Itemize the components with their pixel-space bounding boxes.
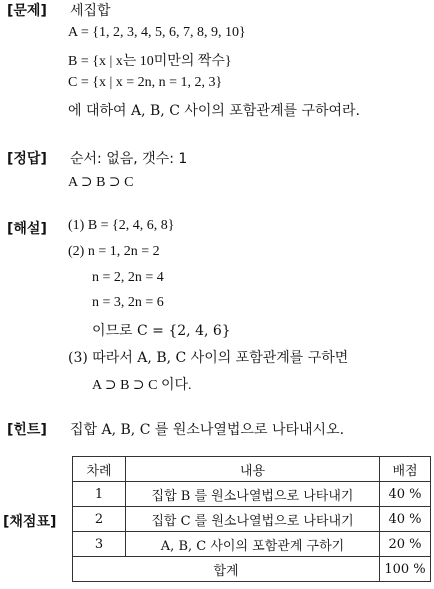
rubric-row xyxy=(73,532,431,557)
col-header-order: 차례 xyxy=(73,457,126,482)
rubric-total-points: 100 % xyxy=(380,557,431,582)
rubric-table xyxy=(72,456,431,582)
rubric-row-content: 집합 B 를 원소나열법으로 나타내기 xyxy=(126,482,380,507)
solution-step-3: (3) 따라서 A, B, C 사이의 포함관계를 구하면 xyxy=(68,350,349,366)
hint-label: [힌트] xyxy=(7,422,47,438)
rubric-row-content: A, B, C 사이의 포함관계 구하기 xyxy=(126,532,380,557)
rubric-row-points: 40 % xyxy=(380,482,431,507)
solution-step-2d: 이므로 C = {2, 4, 6} xyxy=(92,323,231,339)
solution-label: [해설] xyxy=(7,221,47,237)
solution-step-2b: n = 2, 2n = 4 xyxy=(92,270,164,285)
set-c-definition: C = {x | x = 2n, n = 1, 2, 3} xyxy=(68,75,223,90)
problem-intro: 세집합 xyxy=(70,3,111,19)
rubric-row-no: 1 xyxy=(73,482,126,507)
problem-label: [문제] xyxy=(7,3,47,19)
rubric-row-points: 40 % xyxy=(380,507,431,532)
solution-step-2c: n = 3, 2n = 6 xyxy=(92,295,164,310)
rubric-row-no: 2 xyxy=(73,507,126,532)
answer-label: [정답] xyxy=(7,151,47,167)
answer-relation: A ⊃ B ⊃ C xyxy=(68,175,134,190)
set-a-definition: A = {1, 2, 3, 4, 5, 6, 7, 8, 9, 10} xyxy=(68,25,246,40)
rubric-total-label: 합계 xyxy=(73,557,380,582)
hint-text: 집합 A, B, C 를 원소나열법으로 나타내시오. xyxy=(70,422,345,438)
solution-conclusion: A ⊃ B ⊃ C 이다. xyxy=(92,378,192,393)
rubric-row xyxy=(73,507,431,532)
solution-step-1: (1) B = {2, 4, 6, 8} xyxy=(68,218,175,233)
answer-meta: 순서: 없음, 갯수: 1 xyxy=(70,151,188,167)
col-header-points: 배점 xyxy=(380,457,431,482)
rubric-label: [채점표] xyxy=(3,514,57,530)
rubric-row-points: 20 % xyxy=(380,532,431,557)
set-b-definition: B = {x | x는 10미만의 짝수} xyxy=(68,54,232,69)
col-header-content: 내용 xyxy=(126,457,380,482)
rubric-row xyxy=(73,482,431,507)
rubric-total-row xyxy=(73,557,431,582)
solution-step-2: (2) n = 1, 2n = 2 xyxy=(68,244,160,259)
rubric-row-content: 집합 C 를 원소나열법으로 나타내기 xyxy=(126,507,380,532)
rubric-header-row xyxy=(73,457,431,482)
problem-question: 에 대하여 A, B, C 사이의 포함관계를 구하여라. xyxy=(68,103,360,119)
rubric-row-no: 3 xyxy=(73,532,126,557)
